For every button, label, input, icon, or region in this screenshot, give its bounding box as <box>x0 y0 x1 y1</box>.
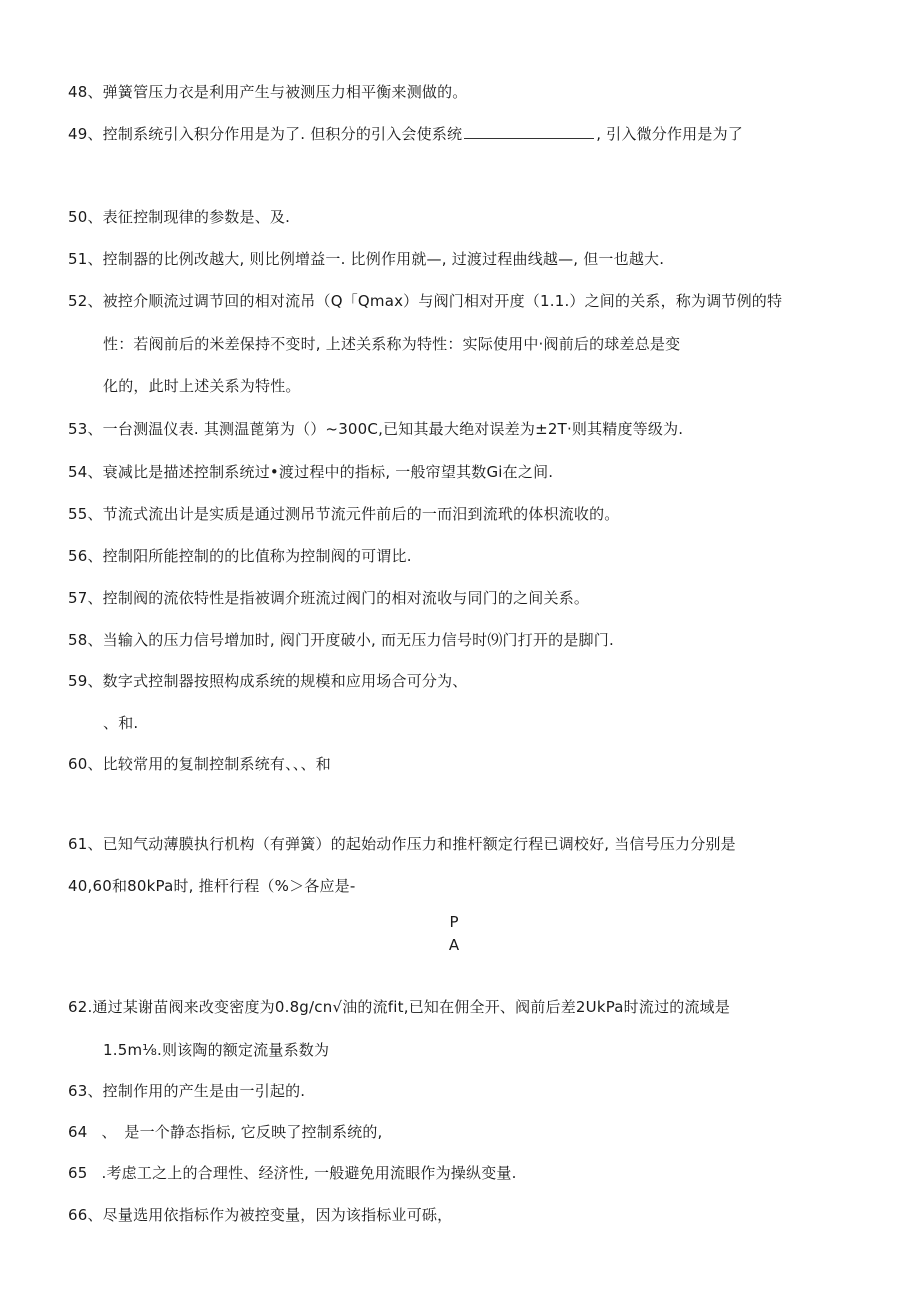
question-61-label-p: P <box>449 913 459 931</box>
question-53: 53、一台测温仪表. 其测温蓖第为（）~300C,已知其最大绝对误差为±2T·则其精度等级为. <box>68 420 684 438</box>
question-64-text: 、 是一个静态指标, 它反映了控制系统的, <box>101 1123 383 1141</box>
answer-blank <box>464 124 594 139</box>
question-59-line-1: 59、数字式控制器按照构成系统的规模和应用场合可分为、 <box>68 672 468 690</box>
question-57: 57、控制阀的流依特性是指被调介班流过阀门的相对流收与同门的之间关系。 <box>68 589 590 607</box>
question-49-part-1: 49、控制系统引入积分作用是为了. 但积分的引入会使系统 <box>68 125 463 143</box>
question-51: 51、控制器的比例改越大, 则比例增益一. 比例作用就—, 过渡过程曲线越—, 但一也越大. <box>68 250 665 268</box>
question-50: 50、表征控制现律的参数是、及. <box>68 208 291 226</box>
question-64 <box>68 1122 383 1142</box>
question-55: 55、节流式流出计是实质是通过测吊节流元件前后的一而汨到流玳的体枳流收的。 <box>68 505 620 523</box>
question-61-line-2: 40,60和80kPa时, 推杆行程（%＞各应是- <box>68 877 356 895</box>
question-61-label-a: A <box>448 936 460 954</box>
question-49-part-2: , 引入微分作用是为了 <box>596 125 743 143</box>
question-62-line-1: 62.通过某谢苗阀来改变密度为0.8g∕cn√油的流fit,已知在佣全开、阀前后差2UkPa时流过的流域是 <box>68 998 731 1016</box>
question-66: 66、尽量选用依指标作为被控变量，因为该指标业可砾， <box>68 1206 453 1224</box>
question-64-number: 64 <box>68 1123 88 1141</box>
question-59-line-2: 、和. <box>103 714 139 732</box>
question-58: 58、当输入的压力信号增加时, 阀门开度破小, 而无压力信号时⑼门打开的是脚门. <box>68 631 614 649</box>
question-48: 48、弹簧管压力衣是利用产生与被测压力相平衡来测做的。 <box>68 83 468 101</box>
question-65-number: 65 <box>68 1164 88 1182</box>
question-65 <box>68 1163 517 1183</box>
question-52-line-1: 52、被控介顺流过调节回的相对流吊（Q「Qmax）与阀门相对开度（1.1.）之间的关系，称为调节例的特 <box>68 292 783 310</box>
question-61-line-1: 61、已知气动薄膜执行机构（有弹簧）的起始动作压力和推杆额定行程已调校好, 当信号压力分别是 <box>68 835 736 853</box>
question-62-line-2: 1.5m⅛.则该陶的额定流量系数为 <box>103 1041 330 1059</box>
question-60: 60、比较常用的复制控制系统有、、、和 <box>68 755 331 773</box>
question-52-line-2: 性：若阀前后的米差保持不变时, 上述关系称为特性：实际使用中·阀前后的球差总是变 <box>103 335 681 353</box>
question-56: 56、控制阳所能控制的的比值称为控制阀的可谓比. <box>68 547 412 565</box>
question-52-line-3: 化的，此时上述关系为特性。 <box>103 377 301 395</box>
question-49 <box>68 124 743 144</box>
question-65-text: .考虑工之上的合理性、经济性, 一般避免用流眼作为操纵变量. <box>101 1164 517 1182</box>
question-63: 63、控制作用的产生是由一引起的. <box>68 1082 306 1100</box>
question-54: 54、衰减比是描述控制系统过•渡过程中的指标, 一般帘望其数Gi在之间. <box>68 463 554 481</box>
